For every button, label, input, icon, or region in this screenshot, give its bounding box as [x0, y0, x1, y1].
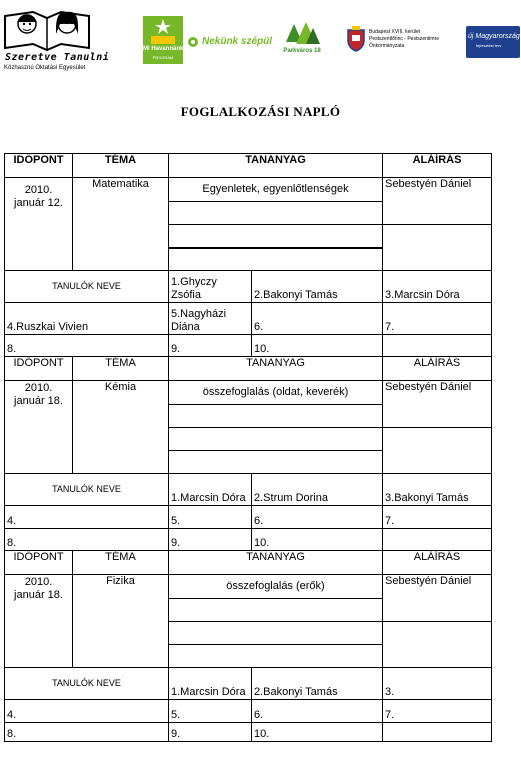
- budapest-xviii-logo: [346, 24, 446, 60]
- student-cell: 1.Marcsin Dóra: [169, 474, 252, 506]
- stars-icon: [143, 16, 183, 46]
- material-cell: Egyenletek, egyenlőtlenségek: [169, 178, 383, 202]
- student-cell: 2.Strum Dorina: [252, 474, 383, 506]
- student-cell: 10.: [252, 335, 383, 357]
- logo-line: Parkváros 18: [283, 48, 321, 54]
- session-header-row: [5, 357, 492, 381]
- student-cell: 8.: [5, 529, 169, 551]
- students-label: TANULÓK NEVE: [5, 474, 169, 506]
- topic-cell: Kémia: [73, 381, 169, 474]
- student-cell: 4.: [5, 506, 169, 529]
- material-cell: összefoglalás (erők): [169, 575, 383, 599]
- coat-of-arms-icon: [346, 26, 366, 52]
- children-drawing-icon: [3, 2, 91, 52]
- logo-line: Szeretve Tanulni: [5, 52, 110, 63]
- logo-line: PROGRAM: [152, 55, 174, 60]
- session-header-row: [5, 154, 492, 178]
- logo-line: Budapest XVIII. kerület: [369, 29, 421, 35]
- date-year: 2010.: [24, 184, 53, 196]
- student-cell: 8.: [5, 335, 169, 357]
- material-blank: [169, 451, 383, 474]
- header-alairas: ALÁÍRÁS: [383, 357, 492, 381]
- date-cell: [5, 381, 73, 474]
- date-cell: [5, 575, 73, 668]
- student-cell: 1.Ghyczy Zsófia: [169, 271, 252, 303]
- students-row: [5, 723, 492, 742]
- students-row: [5, 529, 492, 551]
- students-row: [5, 303, 492, 335]
- topic-cell: Fizika: [73, 575, 169, 668]
- student-cell: 7.: [383, 303, 492, 335]
- student-cell: 1.Marcsin Dóra: [169, 668, 252, 700]
- student-cell: 3.: [383, 668, 492, 700]
- header-idopont: IDŐPONT: [5, 154, 73, 178]
- student-cell: 8.: [5, 723, 169, 742]
- session-log-table: [4, 153, 492, 742]
- student-cell: 6.: [252, 303, 383, 335]
- student-cell: 4.Ruszkai Vivien: [5, 303, 169, 335]
- student-blank: [383, 529, 492, 551]
- trees-icon: [282, 22, 322, 48]
- signature-cell: Sebestyén Dániel: [383, 575, 492, 622]
- header-alairas: ALÁÍRÁS: [383, 154, 492, 178]
- student-cell: 5.Nagyházi Diána: [169, 303, 252, 335]
- logo-line: Pestszentlőrinc - Pestszentimre: [369, 36, 440, 42]
- logo-bar: [0, 0, 521, 78]
- students-row: [5, 668, 492, 700]
- signature-blank: [383, 225, 492, 271]
- date-day: január 18.: [14, 395, 63, 407]
- header-tema: TÉMA: [73, 154, 169, 178]
- logo-line: Nekünk szépül: [202, 36, 273, 47]
- header-tananyag: TANANYAG: [169, 357, 383, 381]
- uj-magyarorszag-logo: [466, 26, 520, 58]
- logo-line: fejlesztési terv: [476, 43, 502, 48]
- logo-line: új Magyarország: [468, 33, 520, 40]
- header-alairas: ALÁÍRÁS: [383, 551, 492, 575]
- date-year: 2010.: [24, 382, 53, 394]
- student-cell: 9.: [169, 335, 252, 357]
- students-label: TANULÓK NEVE: [5, 668, 169, 700]
- student-cell: 4.: [5, 700, 169, 723]
- student-cell: 2.Bakonyi Tamás: [252, 271, 383, 303]
- student-cell: 3.Bakonyi Tamás: [383, 474, 492, 506]
- szeretve-tanulni-logo: [3, 2, 110, 76]
- header-idopont: IDŐPONT: [5, 357, 73, 381]
- students-label: TANULÓK NEVE: [5, 271, 169, 303]
- student-cell: 10.: [252, 723, 383, 742]
- page-title: FOGLALKOZÁSI NAPLÓ: [180, 104, 341, 119]
- student-cell: 9.: [169, 723, 252, 742]
- logo-line: Közhasznú Oktatási Egyesület: [4, 65, 86, 71]
- material-blank: [169, 428, 383, 451]
- signature-blank: [383, 428, 492, 474]
- signature-blank: [383, 622, 492, 668]
- material-blank: [169, 202, 383, 225]
- header-tananyag: TANANYAG: [169, 551, 383, 575]
- date-year: 2010.: [24, 576, 53, 588]
- header-tema: TÉMA: [73, 357, 169, 381]
- students-row: [5, 335, 492, 357]
- student-cell: 6.: [252, 506, 383, 529]
- signature-cell: Sebestyén Dániel: [383, 178, 492, 225]
- student-cell: 7.: [383, 700, 492, 723]
- topic-cell: Matematika: [73, 178, 169, 271]
- session-row: [5, 575, 492, 599]
- student-cell: 5.: [169, 700, 252, 723]
- material-blank: [169, 405, 383, 428]
- flower-icon: [186, 35, 200, 49]
- students-row: [5, 700, 492, 723]
- students-row: [5, 506, 492, 529]
- student-cell: 3.Marcsin Dóra: [383, 271, 492, 303]
- date-day: január 12.: [14, 197, 63, 209]
- parkvaros-18-logo: [282, 22, 322, 64]
- date-cell: [5, 178, 73, 271]
- header-tananyag: TANANYAG: [169, 154, 383, 178]
- student-cell: 2.Bakonyi Tamás: [252, 668, 383, 700]
- student-blank: [383, 335, 492, 357]
- material-blank: [169, 599, 383, 622]
- student-cell: 7.: [383, 506, 492, 529]
- material-blank: [169, 645, 383, 668]
- logo-line: Mi Havannánk: [143, 46, 184, 52]
- logo-line: Önkormányzata: [369, 43, 405, 49]
- signature-cell: Sebestyén Dániel: [383, 381, 492, 428]
- mi-havannank-logo: [143, 16, 183, 64]
- student-blank: [383, 723, 492, 742]
- nekunk-szepul-logo: [186, 32, 273, 52]
- student-cell: 10.: [252, 529, 383, 551]
- material-cell: összefoglalás (oldat, keverék): [169, 381, 383, 405]
- material-blank: [169, 248, 383, 271]
- students-row: [5, 474, 492, 506]
- students-row: [5, 271, 492, 303]
- header-idopont: IDŐPONT: [5, 551, 73, 575]
- material-blank: [169, 622, 383, 645]
- session-header-row: [5, 551, 492, 575]
- session-row: [5, 381, 492, 405]
- student-cell: 5.: [169, 506, 252, 529]
- student-cell: 9.: [169, 529, 252, 551]
- header-tema: TÉMA: [73, 551, 169, 575]
- date-day: január 18.: [14, 589, 63, 601]
- material-blank: [169, 225, 383, 248]
- session-row: [5, 178, 492, 202]
- student-cell: 6.: [252, 700, 383, 723]
